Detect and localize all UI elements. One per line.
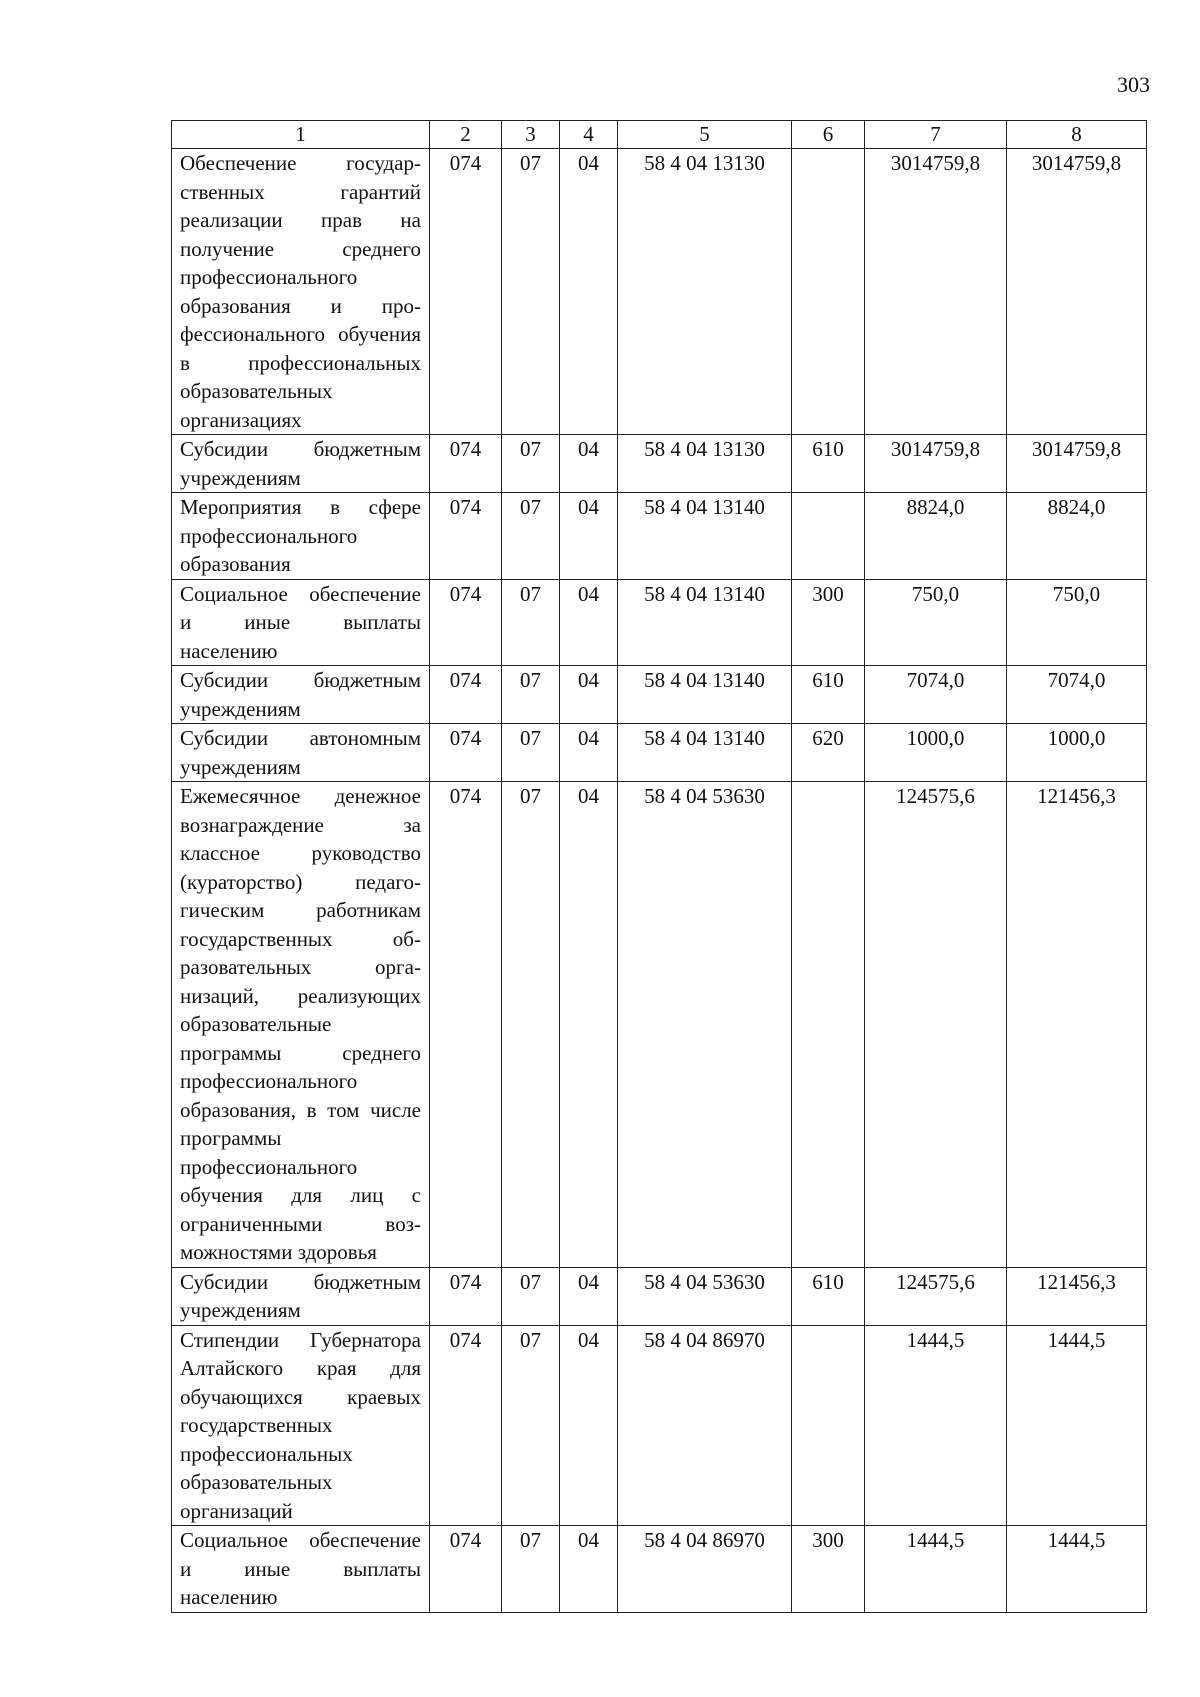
row-name: Субсидии бюджетным учреждениям (172, 1267, 430, 1325)
row-ministry-code: 074 (430, 782, 502, 1268)
row-section-code: 07 (502, 1267, 560, 1325)
row-subsection-code: 04 (560, 724, 618, 782)
row-target-code: 58 4 04 53630 (618, 1267, 792, 1325)
row-amount-1: 3014759,8 (865, 435, 1007, 493)
row-amount-1: 8824,0 (865, 493, 1007, 580)
row-expense-type: 300 (792, 1526, 865, 1613)
row-amount-1: 1444,5 (865, 1526, 1007, 1613)
row-expense-type: 620 (792, 724, 865, 782)
table-row (172, 149, 1147, 435)
row-expense-type (792, 493, 865, 580)
row-expense-type (792, 782, 865, 1268)
row-target-code: 58 4 04 13130 (618, 435, 792, 493)
row-section-code: 07 (502, 493, 560, 580)
header-col-1: 1 (172, 121, 430, 149)
row-name: Субсидии бюджетным учреждениям (172, 666, 430, 724)
row-ministry-code: 074 (430, 149, 502, 435)
table-header-row (172, 121, 1147, 149)
row-subsection-code: 04 (560, 1526, 618, 1613)
row-ministry-code: 074 (430, 579, 502, 666)
row-ministry-code: 074 (430, 724, 502, 782)
header-col-8: 8 (1007, 121, 1147, 149)
row-ministry-code: 074 (430, 1526, 502, 1613)
row-section-code: 07 (502, 579, 560, 666)
row-expense-type (792, 149, 865, 435)
row-ministry-code: 074 (430, 493, 502, 580)
table-row (172, 1267, 1147, 1325)
row-amount-1: 7074,0 (865, 666, 1007, 724)
row-name: Стипендии Губернатора Алтайского края для обучающихся краевых государственных профессиональных образовательных организаций (172, 1325, 430, 1526)
row-section-code: 07 (502, 1526, 560, 1613)
row-amount-2: 1444,5 (1007, 1526, 1147, 1613)
row-amount-1: 1444,5 (865, 1325, 1007, 1526)
header-col-4: 4 (560, 121, 618, 149)
row-name: Обеспечение государственных гарантий реализации прав на получение среднего профессионального образования и профессионального обучения в профессиональных образовательных организациях (172, 149, 430, 435)
row-subsection-code: 04 (560, 149, 618, 435)
table-row (172, 579, 1147, 666)
row-subsection-code: 04 (560, 666, 618, 724)
row-amount-2: 1000,0 (1007, 724, 1147, 782)
row-amount-2: 3014759,8 (1007, 149, 1147, 435)
row-name: Субсидии автономным учреждениям (172, 724, 430, 782)
row-target-code: 58 4 04 13140 (618, 493, 792, 580)
table-row (172, 1526, 1147, 1613)
row-target-code: 58 4 04 53630 (618, 782, 792, 1268)
header-col-2: 2 (430, 121, 502, 149)
row-subsection-code: 04 (560, 1267, 618, 1325)
row-expense-type (792, 1325, 865, 1526)
row-expense-type: 610 (792, 435, 865, 493)
table-row (172, 493, 1147, 580)
row-expense-type: 610 (792, 1267, 865, 1325)
row-amount-2: 750,0 (1007, 579, 1147, 666)
row-subsection-code: 04 (560, 435, 618, 493)
row-ministry-code: 074 (430, 666, 502, 724)
table-row (172, 1325, 1147, 1526)
row-expense-type: 300 (792, 579, 865, 666)
table-row (172, 435, 1147, 493)
row-ministry-code: 074 (430, 435, 502, 493)
row-subsection-code: 04 (560, 782, 618, 1268)
row-amount-1: 3014759,8 (865, 149, 1007, 435)
header-col-3: 3 (502, 121, 560, 149)
row-target-code: 58 4 04 13140 (618, 724, 792, 782)
row-target-code: 58 4 04 13140 (618, 666, 792, 724)
row-amount-2: 3014759,8 (1007, 435, 1147, 493)
row-section-code: 07 (502, 782, 560, 1268)
row-amount-1: 1000,0 (865, 724, 1007, 782)
row-section-code: 07 (502, 724, 560, 782)
row-target-code: 58 4 04 13140 (618, 579, 792, 666)
row-amount-1: 750,0 (865, 579, 1007, 666)
row-amount-2: 7074,0 (1007, 666, 1147, 724)
row-ministry-code: 074 (430, 1325, 502, 1526)
row-subsection-code: 04 (560, 579, 618, 666)
header-col-6: 6 (792, 121, 865, 149)
table-row (172, 666, 1147, 724)
row-name: Ежемесячное денежное вознаграждение за классное руководство (кураторство) педагогическим работникам государственных образовательных организаций, реализующих образовательные программы среднего профессионального образования, в том числе программы профессионального обучения для лиц с ограниченными возможностями здоровья (172, 782, 430, 1268)
row-amount-1: 124575,6 (865, 1267, 1007, 1325)
row-target-code: 58 4 04 86970 (618, 1526, 792, 1613)
row-section-code: 07 (502, 149, 560, 435)
row-section-code: 07 (502, 1325, 560, 1526)
row-amount-2: 121456,3 (1007, 782, 1147, 1268)
row-amount-1: 124575,6 (865, 782, 1007, 1268)
row-subsection-code: 04 (560, 1325, 618, 1526)
row-name: Социальное обеспечение и иные выплаты населению (172, 579, 430, 666)
table-row (172, 782, 1147, 1268)
row-amount-2: 8824,0 (1007, 493, 1147, 580)
row-ministry-code: 074 (430, 1267, 502, 1325)
row-name: Мероприятия в сфере профессионального образования (172, 493, 430, 580)
table-row (172, 724, 1147, 782)
page-number: 303 (1117, 72, 1150, 97)
header-col-7: 7 (865, 121, 1007, 149)
row-section-code: 07 (502, 666, 560, 724)
budget-table (171, 120, 1147, 1613)
row-name: Социальное обеспечение и иные выплаты населению (172, 1526, 430, 1613)
row-amount-2: 121456,3 (1007, 1267, 1147, 1325)
row-expense-type: 610 (792, 666, 865, 724)
header-col-5: 5 (618, 121, 792, 149)
row-subsection-code: 04 (560, 493, 618, 580)
row-amount-2: 1444,5 (1007, 1325, 1147, 1526)
row-name: Субсидии бюджетным учреждениям (172, 435, 430, 493)
row-target-code: 58 4 04 86970 (618, 1325, 792, 1526)
row-target-code: 58 4 04 13130 (618, 149, 792, 435)
row-section-code: 07 (502, 435, 560, 493)
